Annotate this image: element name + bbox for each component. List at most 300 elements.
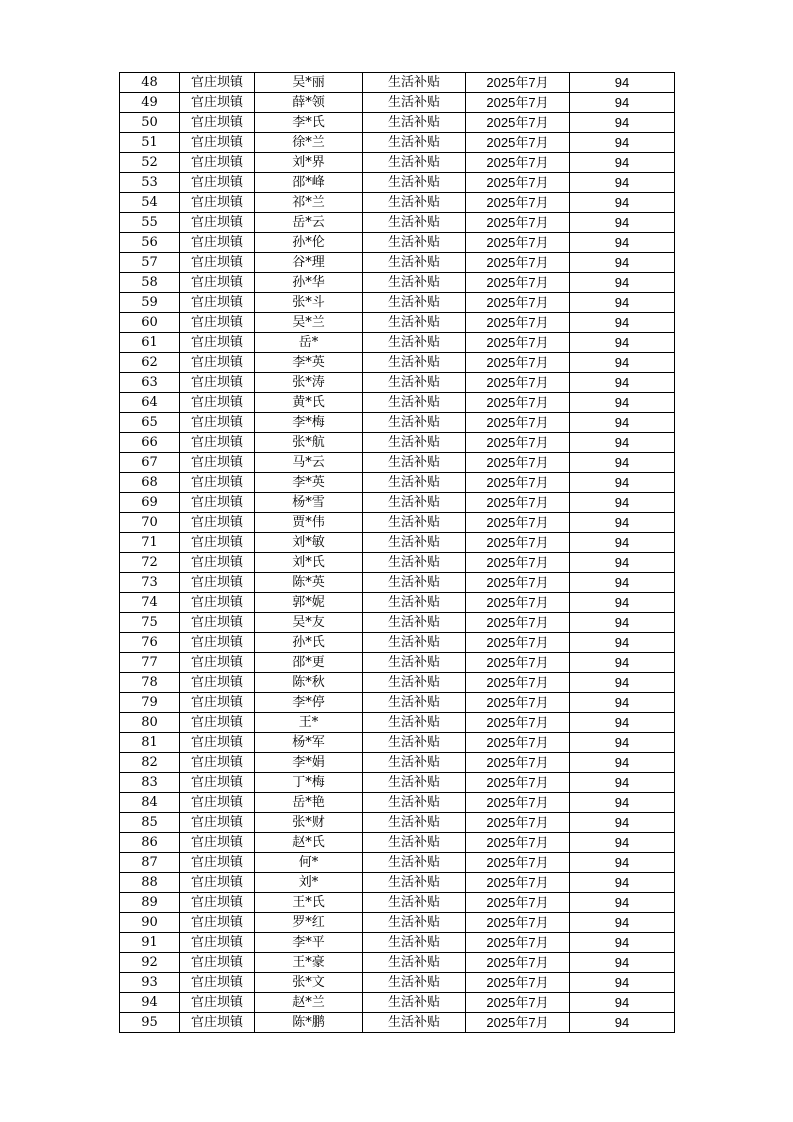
town-cell: 官庄坝镇 (180, 833, 255, 853)
amount-cell: 94 (570, 413, 675, 433)
amount-cell: 94 (570, 733, 675, 753)
subsidy-type-cell: 生活补贴 (363, 413, 466, 433)
period-cell: 2025年7月 (466, 653, 570, 673)
period-cell: 2025年7月 (466, 693, 570, 713)
name-cell: 刘*氏 (255, 553, 363, 573)
period-cell: 2025年7月 (466, 893, 570, 913)
amount-cell: 94 (570, 793, 675, 813)
name-cell: 岳* (255, 333, 363, 353)
amount-cell: 94 (570, 573, 675, 593)
subsidy-type-cell: 生活补贴 (363, 533, 466, 553)
table-row (120, 1013, 675, 1033)
table-row (120, 113, 675, 133)
row-number-cell: 85 (120, 813, 180, 833)
town-cell: 官庄坝镇 (180, 153, 255, 173)
amount-cell: 94 (570, 913, 675, 933)
period-cell: 2025年7月 (466, 293, 570, 313)
amount-cell: 94 (570, 773, 675, 793)
town-cell: 官庄坝镇 (180, 173, 255, 193)
row-number-cell: 61 (120, 333, 180, 353)
period-cell: 2025年7月 (466, 913, 570, 933)
table-row (120, 553, 675, 573)
period-cell: 2025年7月 (466, 633, 570, 653)
period-cell: 2025年7月 (466, 673, 570, 693)
amount-cell: 94 (570, 1013, 675, 1033)
period-cell: 2025年7月 (466, 193, 570, 213)
subsidy-type-cell: 生活补贴 (363, 273, 466, 293)
period-cell: 2025年7月 (466, 213, 570, 233)
subsidy-type-cell: 生活补贴 (363, 853, 466, 873)
subsidy-type-cell: 生活补贴 (363, 773, 466, 793)
table-row (120, 993, 675, 1013)
row-number-cell: 93 (120, 973, 180, 993)
name-cell: 赵*氏 (255, 833, 363, 853)
town-cell: 官庄坝镇 (180, 473, 255, 493)
table-row (120, 953, 675, 973)
period-cell: 2025年7月 (466, 533, 570, 553)
subsidy-type-cell: 生活补贴 (363, 173, 466, 193)
subsidy-type-cell: 生活补贴 (363, 753, 466, 773)
period-cell: 2025年7月 (466, 273, 570, 293)
town-cell: 官庄坝镇 (180, 753, 255, 773)
period-cell: 2025年7月 (466, 813, 570, 833)
amount-cell: 94 (570, 93, 675, 113)
table-row (120, 613, 675, 633)
town-cell: 官庄坝镇 (180, 453, 255, 473)
row-number-cell: 68 (120, 473, 180, 493)
row-number-cell: 66 (120, 433, 180, 453)
row-number-cell: 82 (120, 753, 180, 773)
amount-cell: 94 (570, 713, 675, 733)
name-cell: 杨*军 (255, 733, 363, 753)
town-cell: 官庄坝镇 (180, 193, 255, 213)
amount-cell: 94 (570, 473, 675, 493)
subsidy-type-cell: 生活补贴 (363, 333, 466, 353)
period-cell: 2025年7月 (466, 93, 570, 113)
amount-cell: 94 (570, 753, 675, 773)
name-cell: 张*斗 (255, 293, 363, 313)
period-cell: 2025年7月 (466, 513, 570, 533)
table-row (120, 353, 675, 373)
name-cell: 李*停 (255, 693, 363, 713)
table-row (120, 793, 675, 813)
period-cell: 2025年7月 (466, 713, 570, 733)
amount-cell: 94 (570, 233, 675, 253)
name-cell: 陈*秋 (255, 673, 363, 693)
name-cell: 陈*英 (255, 573, 363, 593)
period-cell: 2025年7月 (466, 793, 570, 813)
town-cell: 官庄坝镇 (180, 713, 255, 733)
subsidy-type-cell: 生活补贴 (363, 993, 466, 1013)
subsidy-type-cell: 生活补贴 (363, 93, 466, 113)
subsidy-type-cell: 生活补贴 (363, 693, 466, 713)
amount-cell: 94 (570, 293, 675, 313)
table-row (120, 433, 675, 453)
table-row (120, 633, 675, 653)
table-row (120, 713, 675, 733)
period-cell: 2025年7月 (466, 493, 570, 513)
table-row (120, 853, 675, 873)
amount-cell: 94 (570, 973, 675, 993)
town-cell: 官庄坝镇 (180, 673, 255, 693)
subsidy-type-cell: 生活补贴 (363, 233, 466, 253)
subsidy-type-cell: 生活补贴 (363, 433, 466, 453)
table-row (120, 473, 675, 493)
subsidy-type-cell: 生活补贴 (363, 593, 466, 613)
row-number-cell: 76 (120, 633, 180, 653)
row-number-cell: 70 (120, 513, 180, 533)
row-number-cell: 71 (120, 533, 180, 553)
name-cell: 李*梅 (255, 413, 363, 433)
period-cell: 2025年7月 (466, 853, 570, 873)
period-cell: 2025年7月 (466, 233, 570, 253)
name-cell: 王*氏 (255, 893, 363, 913)
town-cell: 官庄坝镇 (180, 333, 255, 353)
row-number-cell: 83 (120, 773, 180, 793)
row-number-cell: 69 (120, 493, 180, 513)
town-cell: 官庄坝镇 (180, 93, 255, 113)
town-cell: 官庄坝镇 (180, 933, 255, 953)
row-number-cell: 63 (120, 373, 180, 393)
row-number-cell: 54 (120, 193, 180, 213)
town-cell: 官庄坝镇 (180, 573, 255, 593)
subsidy-type-cell: 生活补贴 (363, 633, 466, 653)
town-cell: 官庄坝镇 (180, 693, 255, 713)
subsidy-type-cell: 生活补贴 (363, 813, 466, 833)
name-cell: 王*豪 (255, 953, 363, 973)
town-cell: 官庄坝镇 (180, 73, 255, 93)
subsidy-type-cell: 生活补贴 (363, 713, 466, 733)
subsidy-type-cell: 生活补贴 (363, 553, 466, 573)
town-cell: 官庄坝镇 (180, 653, 255, 673)
amount-cell: 94 (570, 673, 675, 693)
subsidy-type-cell: 生活补贴 (363, 973, 466, 993)
subsidy-type-cell: 生活补贴 (363, 793, 466, 813)
name-cell: 祁*兰 (255, 193, 363, 213)
name-cell: 张*财 (255, 813, 363, 833)
period-cell: 2025年7月 (466, 253, 570, 273)
name-cell: 刘* (255, 873, 363, 893)
town-cell: 官庄坝镇 (180, 213, 255, 233)
period-cell: 2025年7月 (466, 373, 570, 393)
subsidy-type-cell: 生活补贴 (363, 953, 466, 973)
row-number-cell: 89 (120, 893, 180, 913)
subsidy-type-cell: 生活补贴 (363, 113, 466, 133)
period-cell: 2025年7月 (466, 1013, 570, 1033)
town-cell: 官庄坝镇 (180, 873, 255, 893)
amount-cell: 94 (570, 933, 675, 953)
table-row (120, 453, 675, 473)
name-cell: 李*英 (255, 473, 363, 493)
table-row (120, 373, 675, 393)
table-row (120, 333, 675, 353)
subsidy-type-cell: 生活补贴 (363, 893, 466, 913)
row-number-cell: 80 (120, 713, 180, 733)
amount-cell: 94 (570, 133, 675, 153)
row-number-cell: 72 (120, 553, 180, 573)
subsidy-type-cell: 生活补贴 (363, 873, 466, 893)
name-cell: 吴*丽 (255, 73, 363, 93)
town-cell: 官庄坝镇 (180, 973, 255, 993)
town-cell: 官庄坝镇 (180, 133, 255, 153)
row-number-cell: 73 (120, 573, 180, 593)
period-cell: 2025年7月 (466, 413, 570, 433)
row-number-cell: 86 (120, 833, 180, 853)
town-cell: 官庄坝镇 (180, 113, 255, 133)
amount-cell: 94 (570, 853, 675, 873)
subsidy-type-cell: 生活补贴 (363, 453, 466, 473)
name-cell: 李*氏 (255, 113, 363, 133)
table-row (120, 893, 675, 913)
table-row (120, 873, 675, 893)
name-cell: 邵*更 (255, 653, 363, 673)
subsidy-type-cell: 生活补贴 (363, 393, 466, 413)
town-cell: 官庄坝镇 (180, 373, 255, 393)
table-row (120, 593, 675, 613)
name-cell: 岳*云 (255, 213, 363, 233)
amount-cell: 94 (570, 533, 675, 553)
table-row (120, 693, 675, 713)
name-cell: 薛*领 (255, 93, 363, 113)
subsidy-type-cell: 生活补贴 (363, 193, 466, 213)
row-number-cell: 75 (120, 613, 180, 633)
row-number-cell: 87 (120, 853, 180, 873)
row-number-cell: 79 (120, 693, 180, 713)
town-cell: 官庄坝镇 (180, 293, 255, 313)
period-cell: 2025年7月 (466, 473, 570, 493)
name-cell: 徐*兰 (255, 133, 363, 153)
name-cell: 刘*界 (255, 153, 363, 173)
table-row (120, 293, 675, 313)
town-cell: 官庄坝镇 (180, 993, 255, 1013)
town-cell: 官庄坝镇 (180, 393, 255, 413)
row-number-cell: 62 (120, 353, 180, 373)
row-number-cell: 55 (120, 213, 180, 233)
row-number-cell: 53 (120, 173, 180, 193)
subsidy-type-cell: 生活补贴 (363, 213, 466, 233)
period-cell: 2025年7月 (466, 733, 570, 753)
town-cell: 官庄坝镇 (180, 793, 255, 813)
amount-cell: 94 (570, 373, 675, 393)
table-row (120, 913, 675, 933)
name-cell: 孙*氏 (255, 633, 363, 653)
period-cell: 2025年7月 (466, 113, 570, 133)
name-cell: 赵*兰 (255, 993, 363, 1013)
town-cell: 官庄坝镇 (180, 953, 255, 973)
row-number-cell: 91 (120, 933, 180, 953)
row-number-cell: 65 (120, 413, 180, 433)
table-row (120, 153, 675, 173)
amount-cell: 94 (570, 333, 675, 353)
name-cell: 孙*华 (255, 273, 363, 293)
period-cell: 2025年7月 (466, 973, 570, 993)
row-number-cell: 48 (120, 73, 180, 93)
amount-cell: 94 (570, 593, 675, 613)
town-cell: 官庄坝镇 (180, 733, 255, 753)
amount-cell: 94 (570, 273, 675, 293)
period-cell: 2025年7月 (466, 433, 570, 453)
period-cell: 2025年7月 (466, 773, 570, 793)
table-row (120, 773, 675, 793)
row-number-cell: 78 (120, 673, 180, 693)
amount-cell: 94 (570, 833, 675, 853)
row-number-cell: 77 (120, 653, 180, 673)
row-number-cell: 95 (120, 1013, 180, 1033)
table-row (120, 973, 675, 993)
row-number-cell: 52 (120, 153, 180, 173)
period-cell: 2025年7月 (466, 333, 570, 353)
subsidy-table-body (120, 73, 675, 1033)
amount-cell: 94 (570, 73, 675, 93)
period-cell: 2025年7月 (466, 613, 570, 633)
name-cell: 郭*妮 (255, 593, 363, 613)
amount-cell: 94 (570, 873, 675, 893)
subsidy-type-cell: 生活补贴 (363, 293, 466, 313)
name-cell: 李*英 (255, 353, 363, 373)
name-cell: 罗*红 (255, 913, 363, 933)
period-cell: 2025年7月 (466, 573, 570, 593)
table-row (120, 933, 675, 953)
table-row (120, 93, 675, 113)
subsidy-type-cell: 生活补贴 (363, 833, 466, 853)
amount-cell: 94 (570, 493, 675, 513)
amount-cell: 94 (570, 173, 675, 193)
town-cell: 官庄坝镇 (180, 253, 255, 273)
period-cell: 2025年7月 (466, 933, 570, 953)
table-row (120, 173, 675, 193)
amount-cell: 94 (570, 253, 675, 273)
name-cell: 岳*艳 (255, 793, 363, 813)
period-cell: 2025年7月 (466, 833, 570, 853)
name-cell: 李*娟 (255, 753, 363, 773)
town-cell: 官庄坝镇 (180, 513, 255, 533)
row-number-cell: 51 (120, 133, 180, 153)
town-cell: 官庄坝镇 (180, 533, 255, 553)
name-cell: 谷*理 (255, 253, 363, 273)
amount-cell: 94 (570, 113, 675, 133)
period-cell: 2025年7月 (466, 593, 570, 613)
subsidy-type-cell: 生活补贴 (363, 653, 466, 673)
town-cell: 官庄坝镇 (180, 813, 255, 833)
row-number-cell: 67 (120, 453, 180, 473)
table-row (120, 393, 675, 413)
table-row (120, 73, 675, 93)
town-cell: 官庄坝镇 (180, 1013, 255, 1033)
name-cell: 张*文 (255, 973, 363, 993)
name-cell: 杨*雪 (255, 493, 363, 513)
amount-cell: 94 (570, 513, 675, 533)
table-row (120, 733, 675, 753)
name-cell: 吴*友 (255, 613, 363, 633)
subsidy-type-cell: 生活补贴 (363, 473, 466, 493)
subsidy-type-cell: 生活补贴 (363, 133, 466, 153)
town-cell: 官庄坝镇 (180, 553, 255, 573)
amount-cell: 94 (570, 453, 675, 473)
town-cell: 官庄坝镇 (180, 913, 255, 933)
table-row (120, 753, 675, 773)
period-cell: 2025年7月 (466, 73, 570, 93)
period-cell: 2025年7月 (466, 353, 570, 373)
name-cell: 吴*兰 (255, 313, 363, 333)
amount-cell: 94 (570, 433, 675, 453)
table-row (120, 213, 675, 233)
row-number-cell: 92 (120, 953, 180, 973)
amount-cell: 94 (570, 193, 675, 213)
name-cell: 李*平 (255, 933, 363, 953)
period-cell: 2025年7月 (466, 453, 570, 473)
town-cell: 官庄坝镇 (180, 633, 255, 653)
subsidy-type-cell: 生活补贴 (363, 153, 466, 173)
amount-cell: 94 (570, 993, 675, 1013)
subsidy-type-cell: 生活补贴 (363, 913, 466, 933)
row-number-cell: 58 (120, 273, 180, 293)
amount-cell: 94 (570, 553, 675, 573)
subsidy-table (119, 72, 675, 1033)
town-cell: 官庄坝镇 (180, 493, 255, 513)
table-row (120, 493, 675, 513)
row-number-cell: 88 (120, 873, 180, 893)
row-number-cell: 64 (120, 393, 180, 413)
table-row (120, 253, 675, 273)
subsidy-type-cell: 生活补贴 (363, 373, 466, 393)
subsidy-type-cell: 生活补贴 (363, 493, 466, 513)
table-row (120, 573, 675, 593)
table-row (120, 413, 675, 433)
town-cell: 官庄坝镇 (180, 893, 255, 913)
amount-cell: 94 (570, 633, 675, 653)
table-row (120, 653, 675, 673)
table-row (120, 133, 675, 153)
period-cell: 2025年7月 (466, 553, 570, 573)
name-cell: 王* (255, 713, 363, 733)
period-cell: 2025年7月 (466, 313, 570, 333)
amount-cell: 94 (570, 153, 675, 173)
row-number-cell: 59 (120, 293, 180, 313)
town-cell: 官庄坝镇 (180, 773, 255, 793)
name-cell: 丁*梅 (255, 773, 363, 793)
amount-cell: 94 (570, 353, 675, 373)
row-number-cell: 57 (120, 253, 180, 273)
amount-cell: 94 (570, 653, 675, 673)
subsidy-type-cell: 生活补贴 (363, 253, 466, 273)
subsidy-type-cell: 生活补贴 (363, 673, 466, 693)
period-cell: 2025年7月 (466, 993, 570, 1013)
town-cell: 官庄坝镇 (180, 613, 255, 633)
subsidy-type-cell: 生活补贴 (363, 613, 466, 633)
table-row (120, 813, 675, 833)
table-row (120, 233, 675, 253)
amount-cell: 94 (570, 613, 675, 633)
name-cell: 张*涛 (255, 373, 363, 393)
amount-cell: 94 (570, 893, 675, 913)
subsidy-type-cell: 生活补贴 (363, 1013, 466, 1033)
name-cell: 刘*敏 (255, 533, 363, 553)
name-cell: 张*航 (255, 433, 363, 453)
name-cell: 黄*氏 (255, 393, 363, 413)
period-cell: 2025年7月 (466, 133, 570, 153)
subsidy-type-cell: 生活补贴 (363, 73, 466, 93)
name-cell: 贾*伟 (255, 513, 363, 533)
row-number-cell: 60 (120, 313, 180, 333)
period-cell: 2025年7月 (466, 953, 570, 973)
amount-cell: 94 (570, 213, 675, 233)
period-cell: 2025年7月 (466, 753, 570, 773)
row-number-cell: 74 (120, 593, 180, 613)
town-cell: 官庄坝镇 (180, 313, 255, 333)
row-number-cell: 94 (120, 993, 180, 1013)
subsidy-type-cell: 生活补贴 (363, 733, 466, 753)
row-number-cell: 49 (120, 93, 180, 113)
